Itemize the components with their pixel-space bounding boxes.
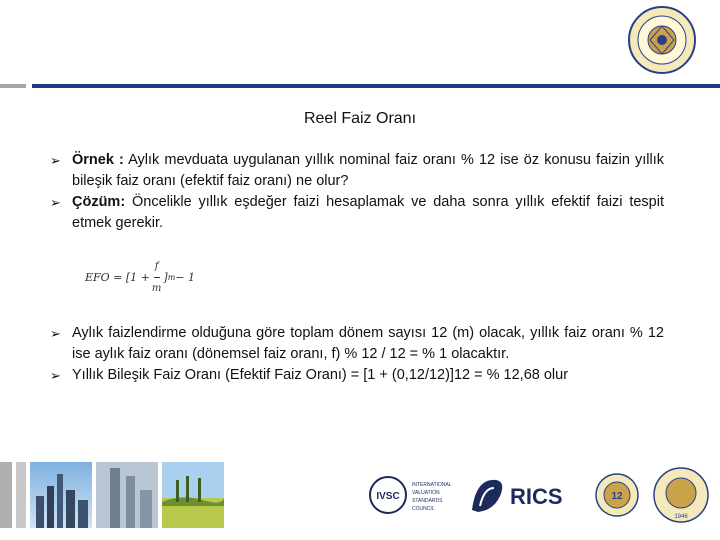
- ivsc-logo-icon: [368, 466, 464, 524]
- ivsc-name: IVSC: [376, 491, 400, 502]
- seal-year: 1946: [674, 514, 688, 520]
- bullet-text: Yıllık Bileşik Faiz Oranı (Efektif Faiz Oranı) = [1 + (0,12/12)]12 = % 12,68 olur: [72, 367, 569, 383]
- seal-year: 12: [611, 491, 623, 502]
- ankara-university-logo-icon: [628, 4, 696, 76]
- field-photo: [162, 462, 224, 528]
- formula-denominator: m: [151, 283, 162, 294]
- bullet-example: [50, 150, 664, 192]
- city-skyline-photo: [30, 462, 92, 528]
- formula-rhs: ]: [163, 271, 168, 284]
- header-rule-blue: [32, 84, 720, 88]
- bullet-arrow-icon: ➢: [50, 153, 61, 168]
- bullet-result: [50, 365, 664, 386]
- seal-logo-icon: [594, 466, 640, 524]
- ivsc-line: INTERNATIONAL: [412, 482, 452, 488]
- slide-title: Reel Faiz Oranı: [303, 110, 417, 127]
- footer-bar: [0, 462, 12, 528]
- bullet-text: Aylık mevduata uygulanan yıllık nominal faiz oranı % 12 ise öz konusu faizin yıllık bileşik faiz oranı (efektif faiz oranı) ne olur?: [72, 152, 665, 189]
- header-rule-gray: [0, 84, 26, 88]
- rics-logo-icon: [466, 466, 578, 524]
- efo-formula: [85, 256, 664, 299]
- ivsc-line: COUNCIL: [412, 506, 435, 512]
- ankara-university-logo-icon: [650, 466, 712, 524]
- footer-strip: [0, 462, 720, 528]
- towers-photo: [96, 462, 158, 528]
- bullet-arrow-icon: ➢: [50, 195, 61, 210]
- ivsc-line: STANDARDS: [412, 498, 443, 504]
- formula-fraction: [152, 256, 161, 299]
- bullet-arrow-icon: ➢: [50, 368, 61, 383]
- formula-exponent: m: [167, 273, 176, 282]
- bullet-text: Öncelikle yıllık eşdeğer faizi hesaplamak ve daha sonra yıllık efektif faizi tespit etmek gerekir.: [72, 194, 664, 231]
- footer-bar: [16, 462, 26, 528]
- formula-lhs: EFO = [1 +: [85, 271, 150, 284]
- bullet-solution: [50, 192, 664, 234]
- bullet-label: Çözüm:: [72, 194, 126, 210]
- bullet-text: Aylık faizlendirme olduğuna göre toplam dönem sayısı 12 (m) olacak, yıllık faiz oranı % 12 ise aylık faiz oranı (dönemsel faiz oranı, f) % 12 / 12 = % 1 olacaktır.: [72, 325, 664, 362]
- ivsc-line: VALUATION: [412, 490, 440, 496]
- bullet-periods: [50, 323, 664, 365]
- bullet-arrow-icon: ➢: [50, 326, 61, 341]
- slide-content: [50, 150, 664, 386]
- rics-name: RICS: [510, 484, 563, 509]
- formula-numerator: f: [154, 256, 160, 278]
- bullet-label: Örnek :: [72, 152, 124, 168]
- formula-tail: − 1: [175, 271, 195, 284]
